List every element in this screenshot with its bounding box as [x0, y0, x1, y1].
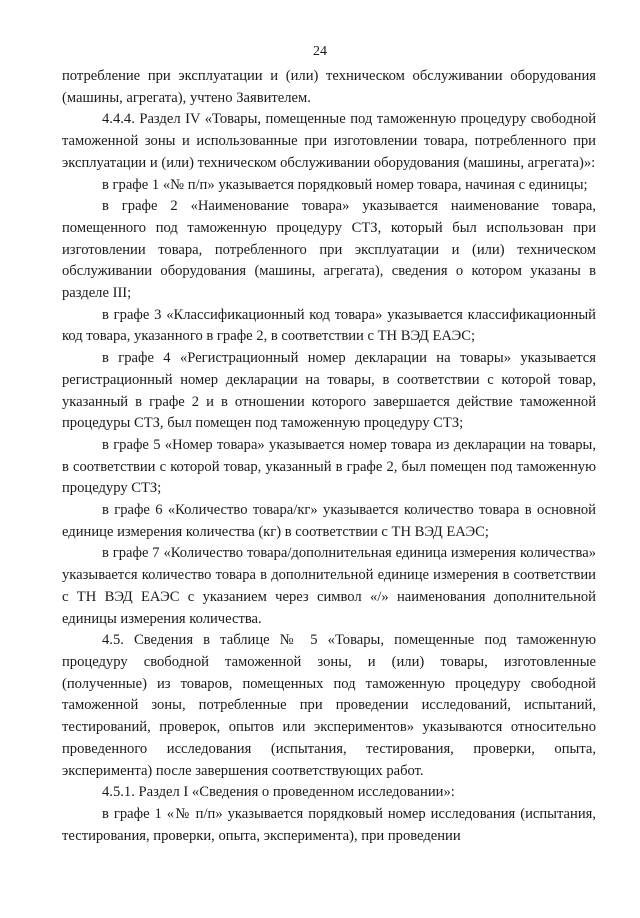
paragraph: в графе 7 «Количество товара/дополнительная единица измерения количества» указывается количество товара в дополнительной единице измерения в соответствии с ТН ВЭД ЕАЭС с указанием через символ «/» наименования дополнительной единицы измерения количества. — [62, 545, 596, 627]
paragraph: 4.4.4. Раздел IV «Товары, помещенные под таможенную процедуру свободной таможенной зоны и использованные при изготовлении товара, потребленного при эксплуатации и (или) техническом обслуживании оборудования (машины, агрегата)»: — [62, 111, 596, 171]
paragraph: в графе 1 «№ п/п» указывается порядковый номер товара, начиная с единицы; — [102, 176, 588, 193]
paragraph: потребление при эксплуатации и (или) техническом обслуживании оборудования (машины, агрегата), учтено Заявителем. — [62, 68, 596, 106]
paragraph: в графе 4 «Регистрационный номер декларации на товары» указывается регистрационный номер декларации на товары, в соответствии с которой товар, указанный в графе 2 и в отношении которого завершается действие таможенной процедуры СТЗ, был помещен под таможенную процедуру СТЗ; — [62, 350, 596, 432]
paragraph: в графе 5 «Номер товара» указывается номер товара из декларации на товары, в соответствии с которой товар, указанный в графе 2, был помещен под таможенную процедуру СТЗ; — [62, 436, 596, 497]
page-number: 24 — [313, 44, 327, 59]
paragraph: в графе 1 «№ п/п» указывается порядковый номер исследования (испытания, тестирования, проверки, опыта, эксперимента), при проведении — [62, 805, 596, 844]
paragraph: в графе 2 «Наименование товара» указывается наименование товара, помещенного под таможенную процедуру СТЗ, который был использован при изготовлении товара, потребленного при эксплуатации и (или) техническом обслуживании оборудования (машины, агрегата), сведения о котором указаны в разделе III; — [62, 198, 596, 302]
paragraph: в графе 6 «Количество товара/кг» указывается количество товара в основной единице измерения количества (кг) в соответствии с ТН ВЭД ЕАЭС; — [62, 502, 596, 540]
paragraph: 4.5. Сведения в таблице № 5 «Товары, помещенные под таможенную процедуру свободной таможенной зоны, и (или) товары, изготовленные (полученные) из товаров, помещенных под таможенную процедуру свободной таможенной зоны, потребленные при проведении исследований, испытаний, тестирований, проверок, опытов или экспериментов» указываются относительно проведенного исследования (испытания, тестирования, проверки, опыта, эксперимента) после завершения соответствующих работ. — [62, 632, 596, 779]
document-body — [62, 66, 596, 847]
paragraph: в графе 3 «Классификационный код товара» указывается классификационный код товара, указанного в графе 2, в соответствии с ТН ВЭД ЕАЭС; — [62, 306, 596, 345]
paragraph: 4.5.1. Раздел I «Сведения о проведенном исследовании»: — [102, 784, 455, 801]
